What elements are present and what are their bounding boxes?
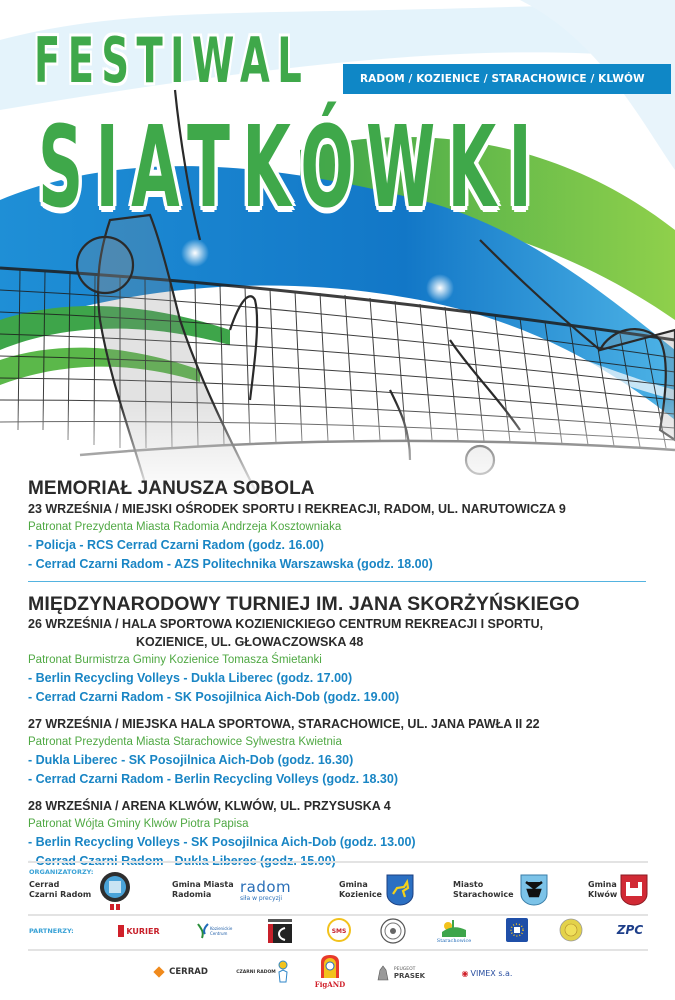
round-seal-logo (380, 918, 406, 944)
event-venue (28, 615, 658, 651)
starachowice-coat-of-arms-icon (520, 874, 548, 906)
match-item: - Dukla Liberec - SK Posojilnica Aich-Dob (godz. 16.30) (28, 753, 354, 767)
peugeot-text: PEUGEOT (393, 967, 416, 972)
partners-label: PARTNERZY: (29, 927, 74, 935)
title-siatkowki: SIATKÓWKI (38, 103, 545, 233)
radom-logo-text: radom (240, 878, 292, 896)
event-title: MEMORIAŁ JANUSZA SOBOLA (28, 478, 315, 499)
svg-text:SMS: SMS (331, 928, 347, 935)
peugeot-prasek-text (394, 966, 425, 980)
event-venue: 27 WRZEŚNIA / MIEJSKA HALA SPORTOWA, STARACHOWICE, UL. JANA PAWŁA II 22 (28, 717, 540, 731)
event-patron: Patronat Prezydenta Miasta Starachowice Sylwestra Kwietnia (28, 736, 342, 748)
organizer-name (29, 880, 91, 900)
organizer-name-line: Gmina Miasta (172, 880, 234, 889)
events-section-tournament (28, 593, 658, 879)
czarni-radom-crest-icon (99, 868, 131, 914)
events-section (28, 478, 658, 582)
kozienickie-centrum-logo (193, 920, 239, 942)
eu-flag-logo (506, 918, 528, 942)
event-venue: 23 WRZEŚNIA / MIEJSKI OŚRODEK SPORTU I REKREACJI, RADOM, UL. NARUTOWICZA 9 (28, 502, 566, 516)
cerrad-logo (148, 962, 212, 982)
peugeot-prasek-logo (372, 962, 428, 984)
cerrad-logo-text: CERRAD (169, 967, 208, 977)
figand-logo (313, 952, 347, 990)
match-item: - Cerrad Czarni Radom - AZS Politechnika Warszawska (godz. 18.00) (28, 557, 433, 571)
kozienickie-logo-text: Kozienickie Centrum (210, 926, 233, 936)
event-day (28, 797, 658, 871)
czarni-logo-text: CZARNI RADOM (236, 969, 276, 975)
match-item: - Berlin Recycling Volleys - SK Posojilnica Aich-Dob (godz. 13.00) (28, 835, 416, 849)
footer-divider (28, 949, 648, 951)
event-patron: Patronat Burmistrza Gminy Kozienice Tomasza Śmietanki (28, 654, 322, 666)
event-title: MIĘDZYNARODOWY TURNIEJ IM. JANA SKORŻYŃSKIEGO (28, 593, 580, 615)
klwow-coat-of-arms-icon (620, 874, 648, 906)
title-festiwal: FESTIWAL (34, 24, 310, 97)
zpc-logo (615, 920, 645, 940)
match-item: - Policja - RCS Cerrad Czarni Radom (godz. 16.00) (28, 538, 324, 552)
organizers-label: ORGANIZATORZY: (29, 868, 94, 876)
starachowice-logo (438, 916, 470, 946)
organizer-name-line: Radomia (172, 890, 212, 899)
event-patron: Patronat Wójta Gminy Klwów Piotra Papisa (28, 818, 249, 830)
kurier-logo-text: KURIER (126, 926, 160, 936)
event-memorial (28, 478, 658, 574)
sms-badge-logo (327, 918, 351, 942)
match-item: - Cerrad Czarni Radom - SK Posojilnica Aich-Dob (godz. 19.00) (28, 690, 400, 704)
starachowice-logo-text: Starachowice (436, 938, 472, 944)
radom-logo-slogan: siła w precyzji (240, 895, 283, 902)
stowarzyszenie-czarni-radom-logo (234, 958, 292, 986)
organizer-name-line: Cerrad (29, 880, 60, 889)
venue-line: KOZIENICE, UL. GŁOWACZOWSKA 48 (136, 635, 364, 649)
organizer-name-line: Gmina (588, 880, 617, 889)
organizer-name-line: Czarni Radom (29, 890, 92, 899)
organizer-name-line: Miasto (453, 880, 484, 889)
event-patron: Patronat Prezydenta Miasta Radomia Andrzeja Kosztowniaka (28, 521, 342, 533)
kozienice-coat-of-arms-icon (386, 874, 414, 906)
event-venue: 28 WRZEŚNIA / ARENA KLWÓW, KLWÓW, UL. PRZYSUSKA 4 (28, 799, 391, 813)
organizer-name (172, 880, 234, 900)
figand-logo-text: FigAND (314, 979, 346, 989)
organizer-name-line: Kozienice (339, 890, 382, 899)
starachowickie-centrum-kultury-logo (267, 918, 293, 944)
cities-banner: RADOM / KOZIENICE / STARACHOWICE / KLWÓW (343, 64, 671, 94)
organizer-name (339, 880, 382, 900)
radom-logo (240, 877, 302, 905)
lens-flare (181, 239, 209, 267)
organizer-name-line: Gmina (339, 880, 368, 889)
player-left-head (77, 237, 133, 293)
organizer-name (453, 880, 514, 900)
zpc-logo-text: ZPC (616, 923, 644, 937)
yellow-badge-logo (559, 918, 583, 942)
section-divider (28, 581, 646, 582)
vimex-logo: ◉ VIMEX s.a. (461, 968, 513, 978)
kurier-logo (116, 924, 162, 938)
prasek-text: PRASEK (393, 972, 426, 980)
organizer-name-line: Starachowice (453, 890, 514, 899)
match-item: - Cerrad Czarni Radom - Berlin Recycling Volleys (godz. 18.30) (28, 772, 399, 786)
event-day (28, 615, 658, 707)
lens-flare (426, 274, 454, 302)
venue-line: 26 WRZEŚNIA / HALA SPORTOWA KOZIENICKIEGO CENTRUM REKREACJI I SPORTU, (28, 617, 544, 631)
vimex-logo-text: VIMEX s.a. (470, 968, 513, 978)
footer-divider (28, 861, 648, 863)
organizer-name-line: Klwów (588, 890, 618, 899)
footer-divider (28, 914, 648, 916)
match-item: - Berlin Recycling Volleys - Dukla Liberec (godz. 17.00) (28, 671, 353, 685)
organizer-name (588, 880, 617, 900)
event-day (28, 715, 658, 789)
